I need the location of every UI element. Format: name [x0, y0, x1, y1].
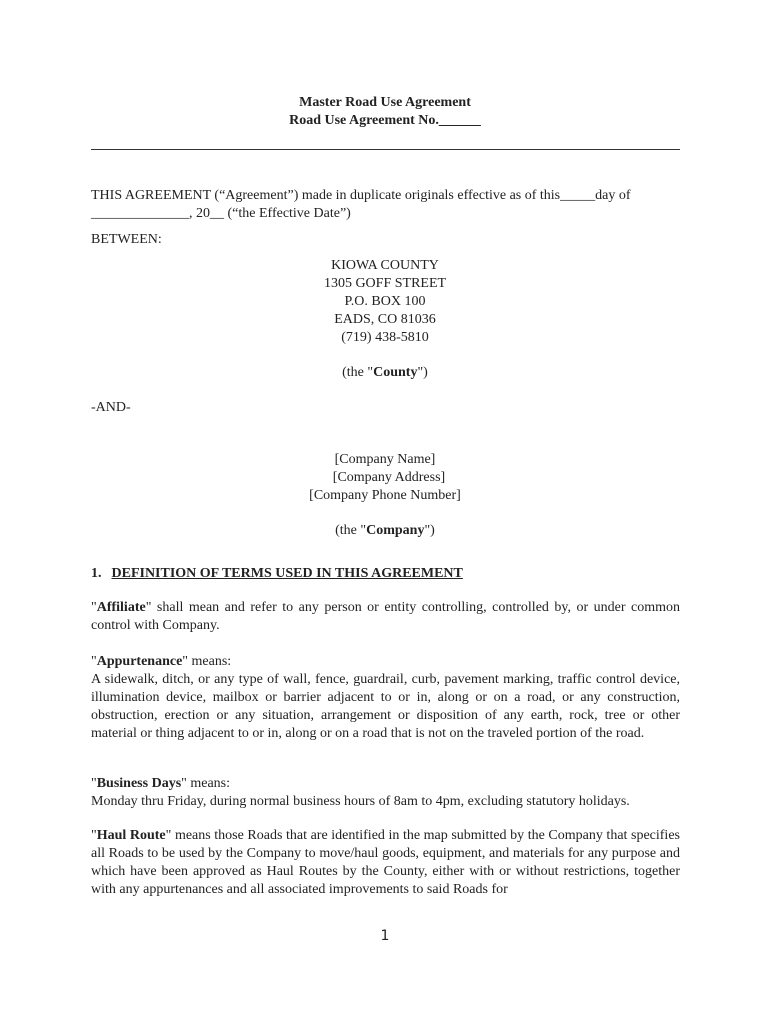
definition-haul-route: "Haul Route" means those Roads that are identified in the map submitted by the Company that specifies all Roads to be used by the Company to move/haul goods, equipment, and materials for any purpose and which have been approved as Haul Routes by the County, either with or without restrictions, together with any appurtenances and all associated improvements to said Roads for [91, 828, 680, 897]
term-affiliate: Affiliate [96, 600, 146, 615]
term-haul-route: Haul Route [96, 828, 166, 843]
county-name: KIOWA COUNTY [331, 258, 439, 273]
intro-paragraph [91, 187, 680, 223]
term-appurtenance: Appurtenance [96, 654, 183, 669]
section-title: DEFINITION OF TERMS USED IN THIS AGREEMENT [111, 566, 463, 581]
definition-business-days-heading: "Business Days" means: [91, 776, 231, 791]
definition-appurtenance-body: A sidewalk, ditch, or any type of wall, fence, guardrail, curb, pavement marking, traffic control device, illumination device, mailbox or barrier adjacent to or in, along or on a road, or any construction, obstruction, erection or any situation, arrangement or disposition of any earth, rock, tree or other material or thing adjacent to or in, along or on a road that is not on the traveled portion of the road. [91, 672, 680, 741]
definition-appurtenance-heading: "Appurtenance" means: [91, 654, 232, 669]
company-address: [Company Address] [332, 470, 446, 485]
county-city: EADS, CO 81036 [334, 312, 436, 327]
county-role: (the "County") [342, 365, 428, 380]
county-street: 1305 GOFF STREET [323, 276, 447, 291]
agreement-number: Road Use Agreement No.______ [289, 113, 481, 128]
company-phone: [Company Phone Number] [309, 488, 461, 503]
header-divider [91, 149, 680, 150]
between-label: BETWEEN: [91, 232, 162, 247]
section-1-heading [91, 565, 463, 583]
intro-line-2: ______________, 20__ (“the Effective Date”) [91, 206, 351, 221]
and-label: -AND- [91, 400, 131, 415]
term-business-days: Business Days [96, 776, 182, 791]
company-role: (the "Company") [335, 523, 435, 538]
company-term: Company [366, 523, 425, 538]
definition-business-days-body: Monday thru Friday, during normal business hours of 8am to 4pm, excluding statutory holidays. [91, 794, 630, 809]
county-term: County [373, 365, 418, 380]
section-number: 1. [91, 566, 102, 581]
page-number: 1 [380, 928, 390, 944]
document-title: Master Road Use Agreement [299, 95, 471, 110]
definition-affiliate: "Affiliate" shall mean and refer to any person or entity controlling, controlled by, or under common control with Company. [91, 600, 680, 633]
company-address-block [0, 451, 770, 505]
county-phone: (719) 438-5810 [341, 330, 429, 345]
county-pobox: P.O. BOX 100 [344, 294, 426, 309]
county-address-block [0, 257, 770, 347]
intro-line-1: THIS AGREEMENT (“Agreement”) made in duplicate originals effective as of this_____day of [91, 188, 631, 203]
company-name: [Company Name] [334, 452, 436, 467]
